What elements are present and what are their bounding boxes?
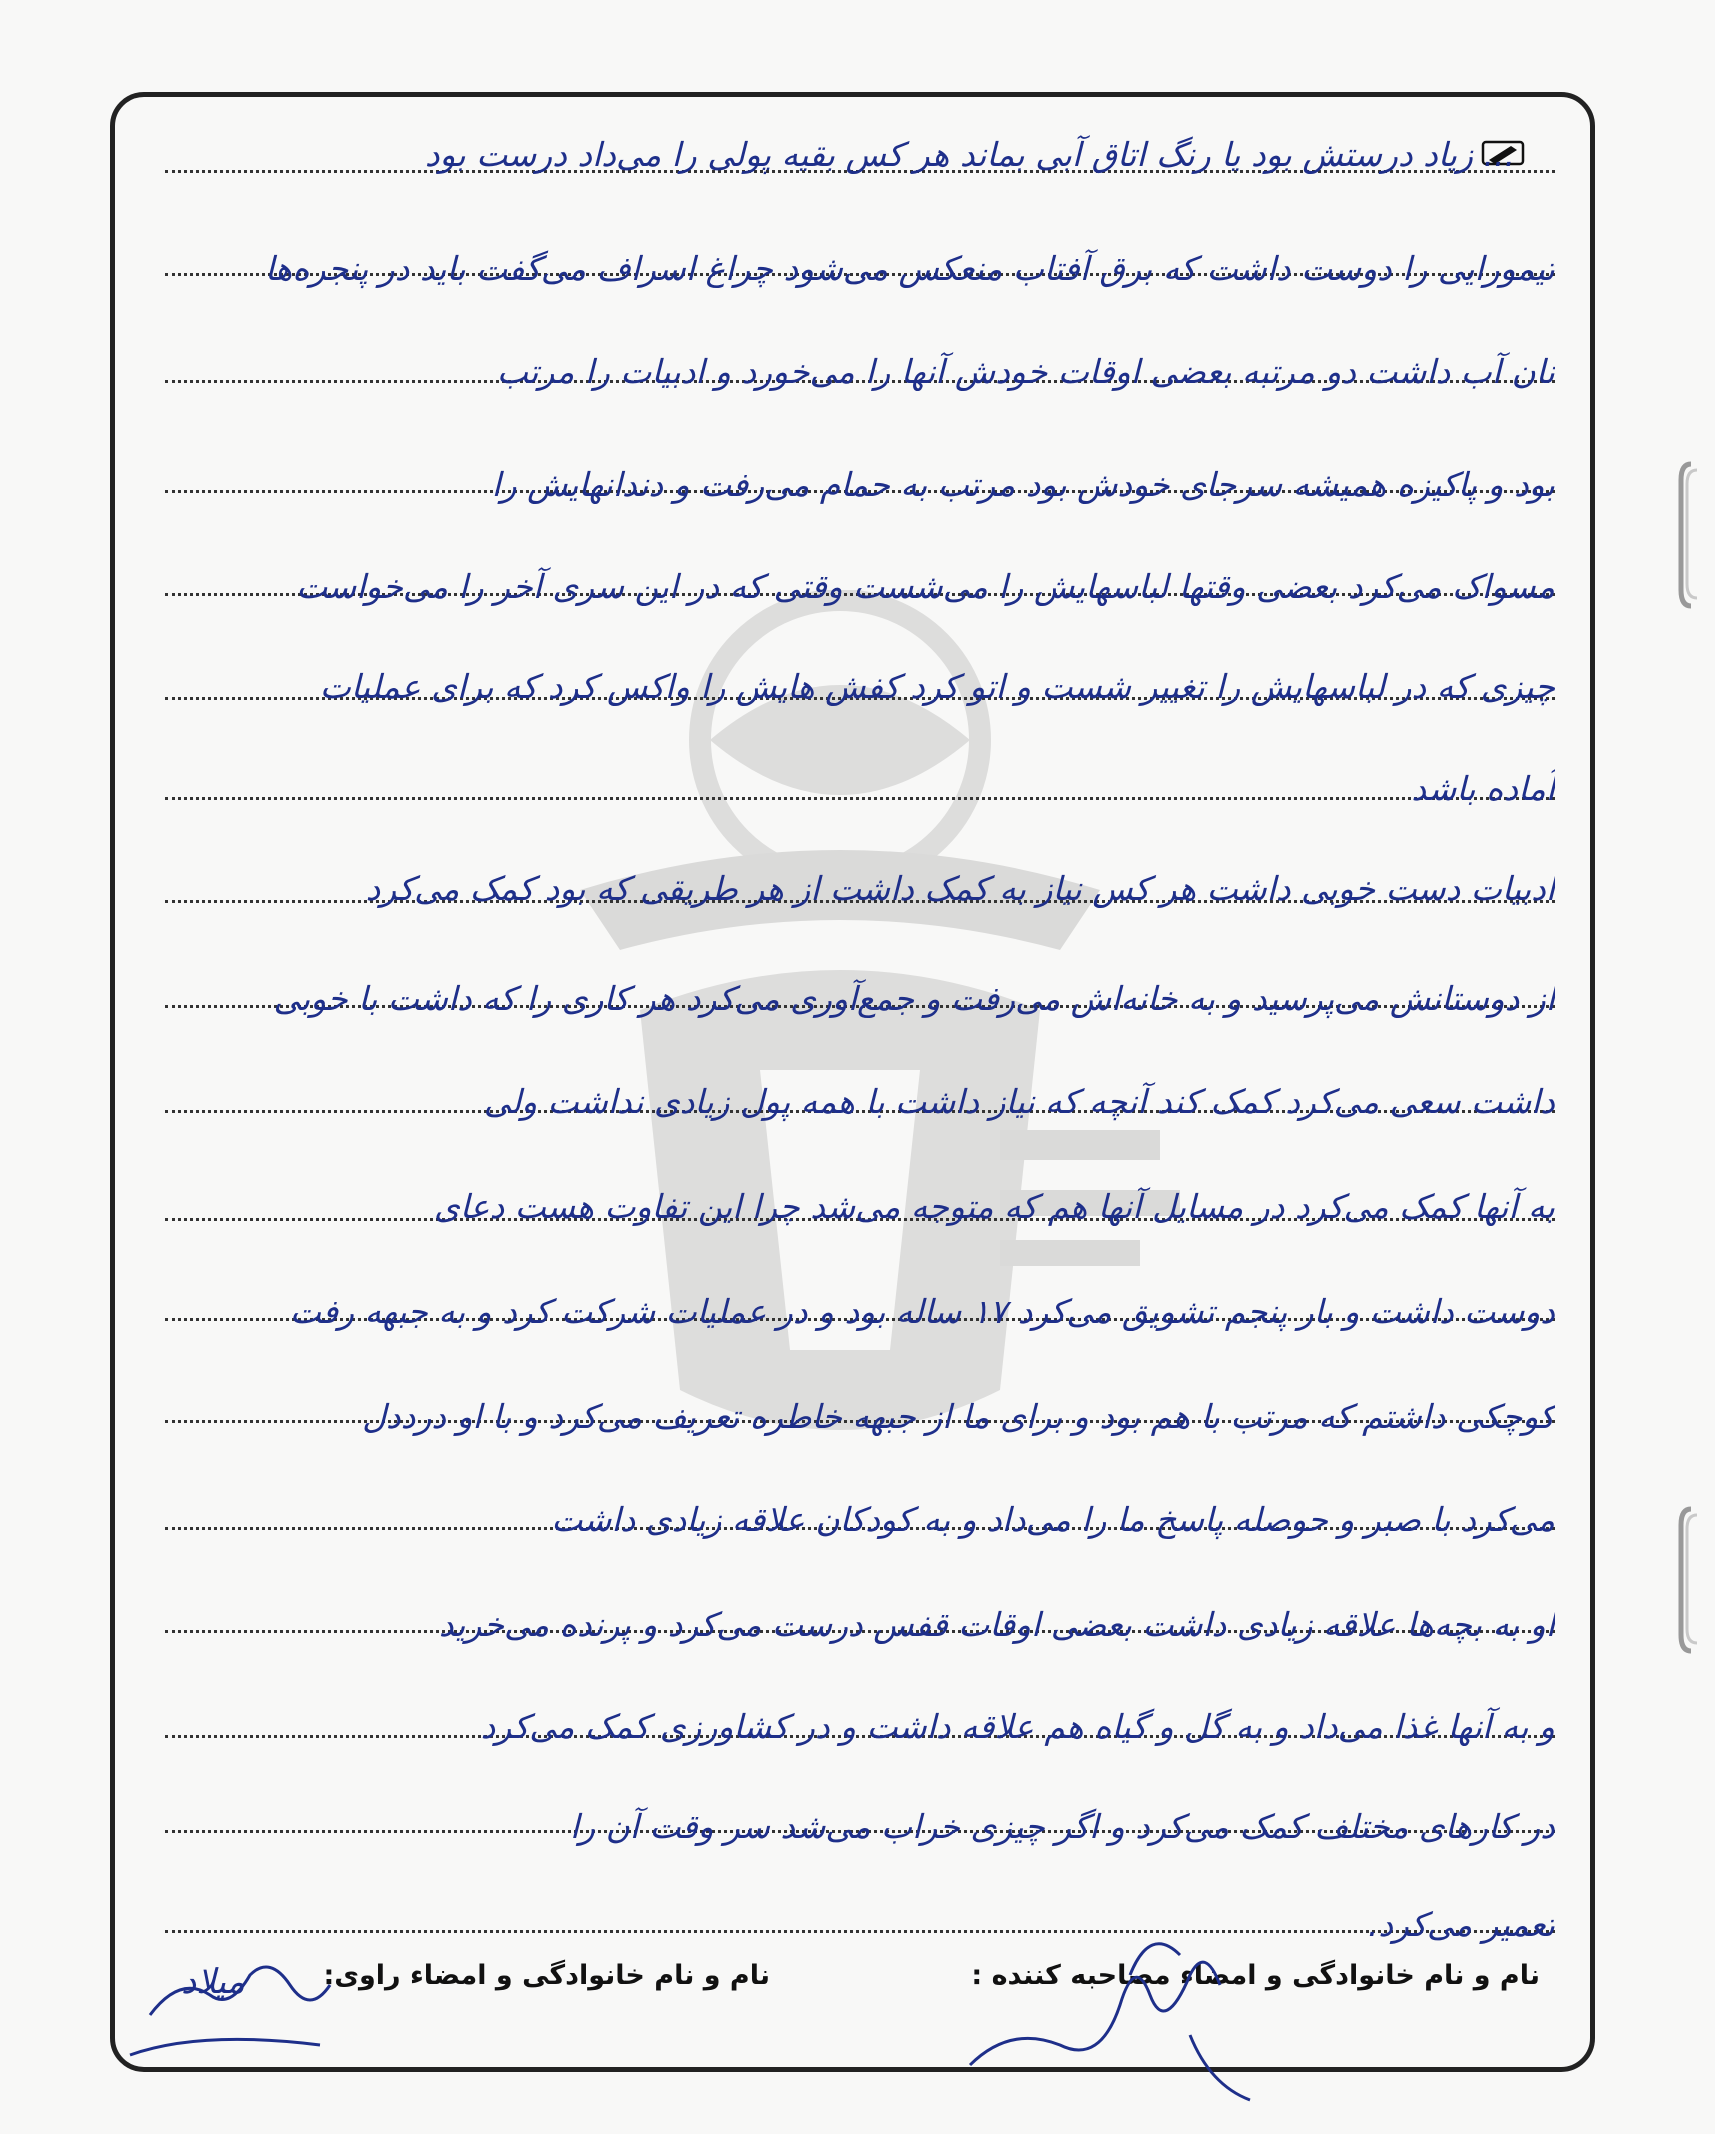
staple-top — [1677, 460, 1703, 610]
handwritten-line: می‌کرد با صبر و حوصله پاسخ ما را می‌داد و به کودکان علاقه زیادی داشت — [551, 1500, 1555, 1539]
handwritten-line: بود و پاکیزه همیشه سرجای خودش بود مرتب به حمام می‌رفت و دندانهایش را — [491, 465, 1555, 504]
handwritten-line: آماده باشد — [1411, 769, 1555, 808]
handwritten-line: داشت سعی می‌کرد کمک کند آنچه که نیاز داشت با همه پول زیادی نداشت ولی — [483, 1082, 1555, 1121]
handwritten-line: دوست داشت و بار پنجم تشویق می‌کرد ۱۷ ساله بود و در عملیات شرکت کرد و به جبهه رفت — [289, 1292, 1555, 1331]
handwritten-line: به آنها کمک می‌کرد در مسایل آنها هم که متوجه می‌شد چرا این تفاوت هست دعای — [434, 1187, 1555, 1226]
interviewer-signature-label: نام و نام خانوادگی و امضاء مصاحبه کننده : — [971, 1960, 1540, 1991]
staple-bottom — [1677, 1505, 1703, 1655]
foundation-emblem-watermark — [460, 590, 1220, 1490]
narrator-signature-name: میلاد — [181, 1962, 245, 2002]
handwritten-line: ... زیاد درستش بود یا رنگ اتاق آبی بماند هر کس بقیه پولی را می‌داد درست بود — [424, 135, 1515, 174]
handwritten-line: در کارهای مختلف کمک می‌کرد و اگر چیزی خراب می‌شد سر وقت آن را — [569, 1807, 1555, 1846]
handwritten-line: کوچکی داشتم که مرتب با هم بود و برای ما از جبهه خاطره تعریف می‌کرد و با او درددل — [362, 1397, 1555, 1436]
narrator-signature-label: نام و نام خانوادگی و امضاء راوی: — [323, 1960, 770, 1991]
handwritten-line: تعمیر می‌کرد. — [1367, 1905, 1555, 1944]
handwritten-line: تیمورایی را دوست داشت که برق آفتاب منعکس می‌شود چراغ اسراف می‌گفت باید در پنجره‌ها — [264, 249, 1555, 288]
handwritten-line: او به بچه‌ها علاقه زیادی داشت بعضی اوقات قفس درست می‌کرد و پرنده می‌خرید — [438, 1605, 1555, 1644]
handwritten-line: ادبیات دست خوبی داشت هر کس نیاز به کمک داشت از هر طریقی که بود کمک می‌کرد — [365, 869, 1555, 908]
handwritten-line: چیزی که در لباسهایش را تغییر شست و اتو کرد کفش هایش را واکس کرد که برای عملیات — [319, 667, 1555, 706]
handwritten-line: نان آب داشت دو مرتبه بعضی اوقات خودش آنها را می‌خورد و ادبیات را مرتب — [496, 352, 1555, 391]
handwritten-line: مسواک می‌کرد بعضی وقتها لباسهایش را می‌شست وقتی که در این سری آخر را می‌خواست — [296, 567, 1555, 606]
interviewer-signature — [950, 1915, 1280, 2105]
handwritten-line: از دوستانش می‌پرسید و به خانه‌اش می‌رفت و جمع‌آوری می‌کرد هر کاری را که داشت با خوبی — [273, 979, 1555, 1018]
handwritten-line: و به آنها غذا می‌داد و به گل و گیاه هم علاقه داشت و در کشاورزی کمک می‌کرد — [480, 1707, 1555, 1746]
